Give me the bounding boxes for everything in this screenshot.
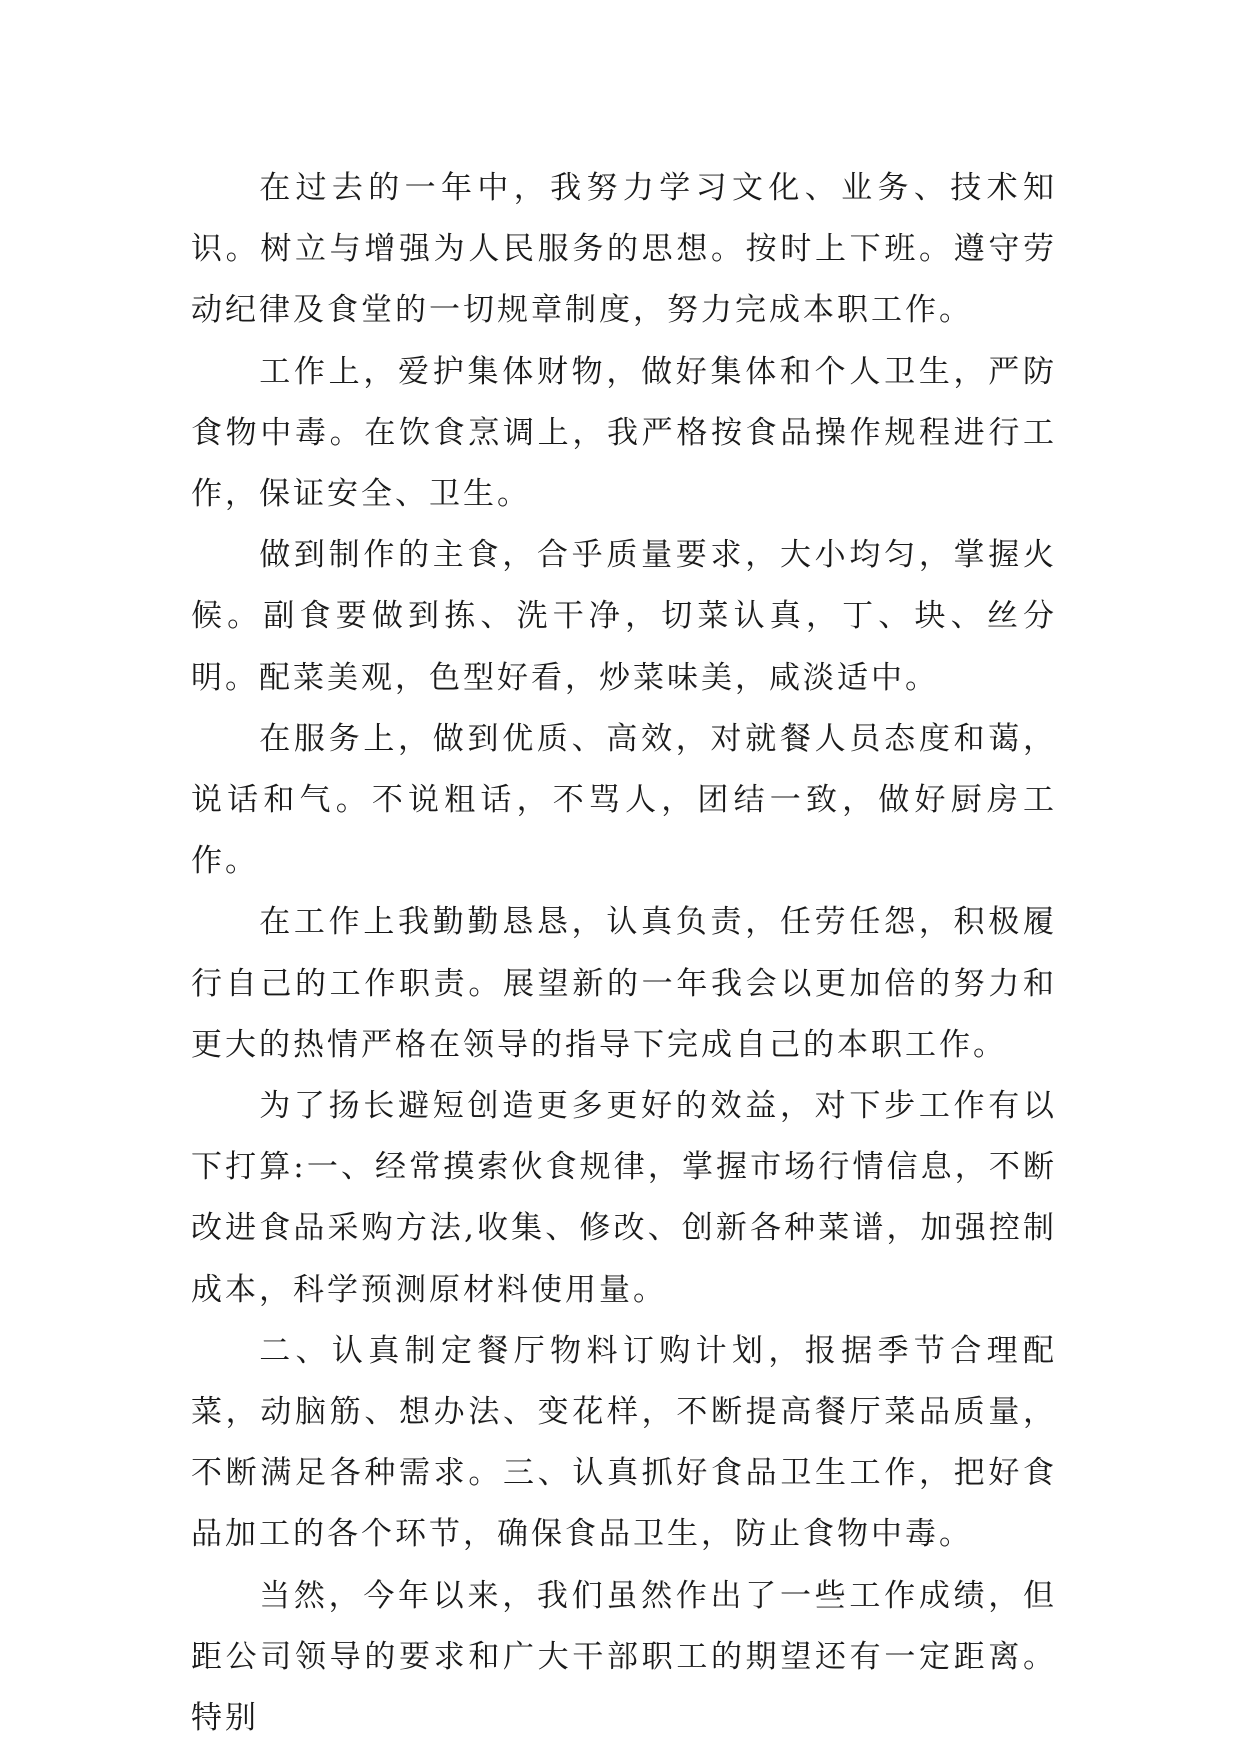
- paragraph-5: 在工作上我勤勤恳恳，认真负责，任劳任怨，积极履行自己的工作职责。展望新的一年我会以更加倍的努力和更大的热情严格在领导的指导下完成自己的本职工作。: [191, 904, 1057, 1063]
- paragraph-3: 做到制作的主食，合乎质量要求，大小均匀，掌握火候。副食要做到拣、洗干净，切菜认真，丁、块、丝分明。配菜美观，色型好看，炒菜味美，咸淡适中。: [191, 537, 1057, 696]
- document-body: [191, 158, 1057, 1749]
- paragraph-2: 工作上，爱护集体财物，做好集体和个人卫生，严防食物中毒。在饮食烹调上，我严格按食品操作规程进行工作，保证安全、卫生。: [191, 353, 1057, 513]
- paragraph-7: 二、认真制定餐厅物料订购计划，报据季节合理配菜，动脑筋、想办法、变花样，不断提高餐厅菜品质量，不断满足各种需求。三、认真抓好食品卫生工作，把好食品加工的各个环节，确保食品卫生，防止食物中毒。: [191, 1332, 1057, 1553]
- paragraph-8: 当然，今年以来，我们虽然作出了一些工作成绩，但距公司领导的要求和广大干部职工的期望还有一定距离。特别: [191, 1577, 1057, 1737]
- paragraph-1: 在过去的一年中，我努力学习文化、业务、技术知识。树立与增强为人民服务的思想。按时上下班。遵守劳动纪律及食堂的一切规章制度，努力完成本职工作。: [191, 170, 1057, 329]
- paragraph-4: 在服务上，做到优质、高效，对就餐人员态度和蔼，说话和气。不说粗话，不骂人，团结一致，做好厨房工作。: [191, 720, 1057, 880]
- paragraph-6: 为了扬长避短创造更多更好的效益，对下步工作有以下打算:一、经常摸索伙食规律，掌握市场行情信息，不断改进食品采购方法,收集、修改、创新各种菜谱，加强控制成本，科学预测原材料使用量。: [191, 1088, 1057, 1308]
